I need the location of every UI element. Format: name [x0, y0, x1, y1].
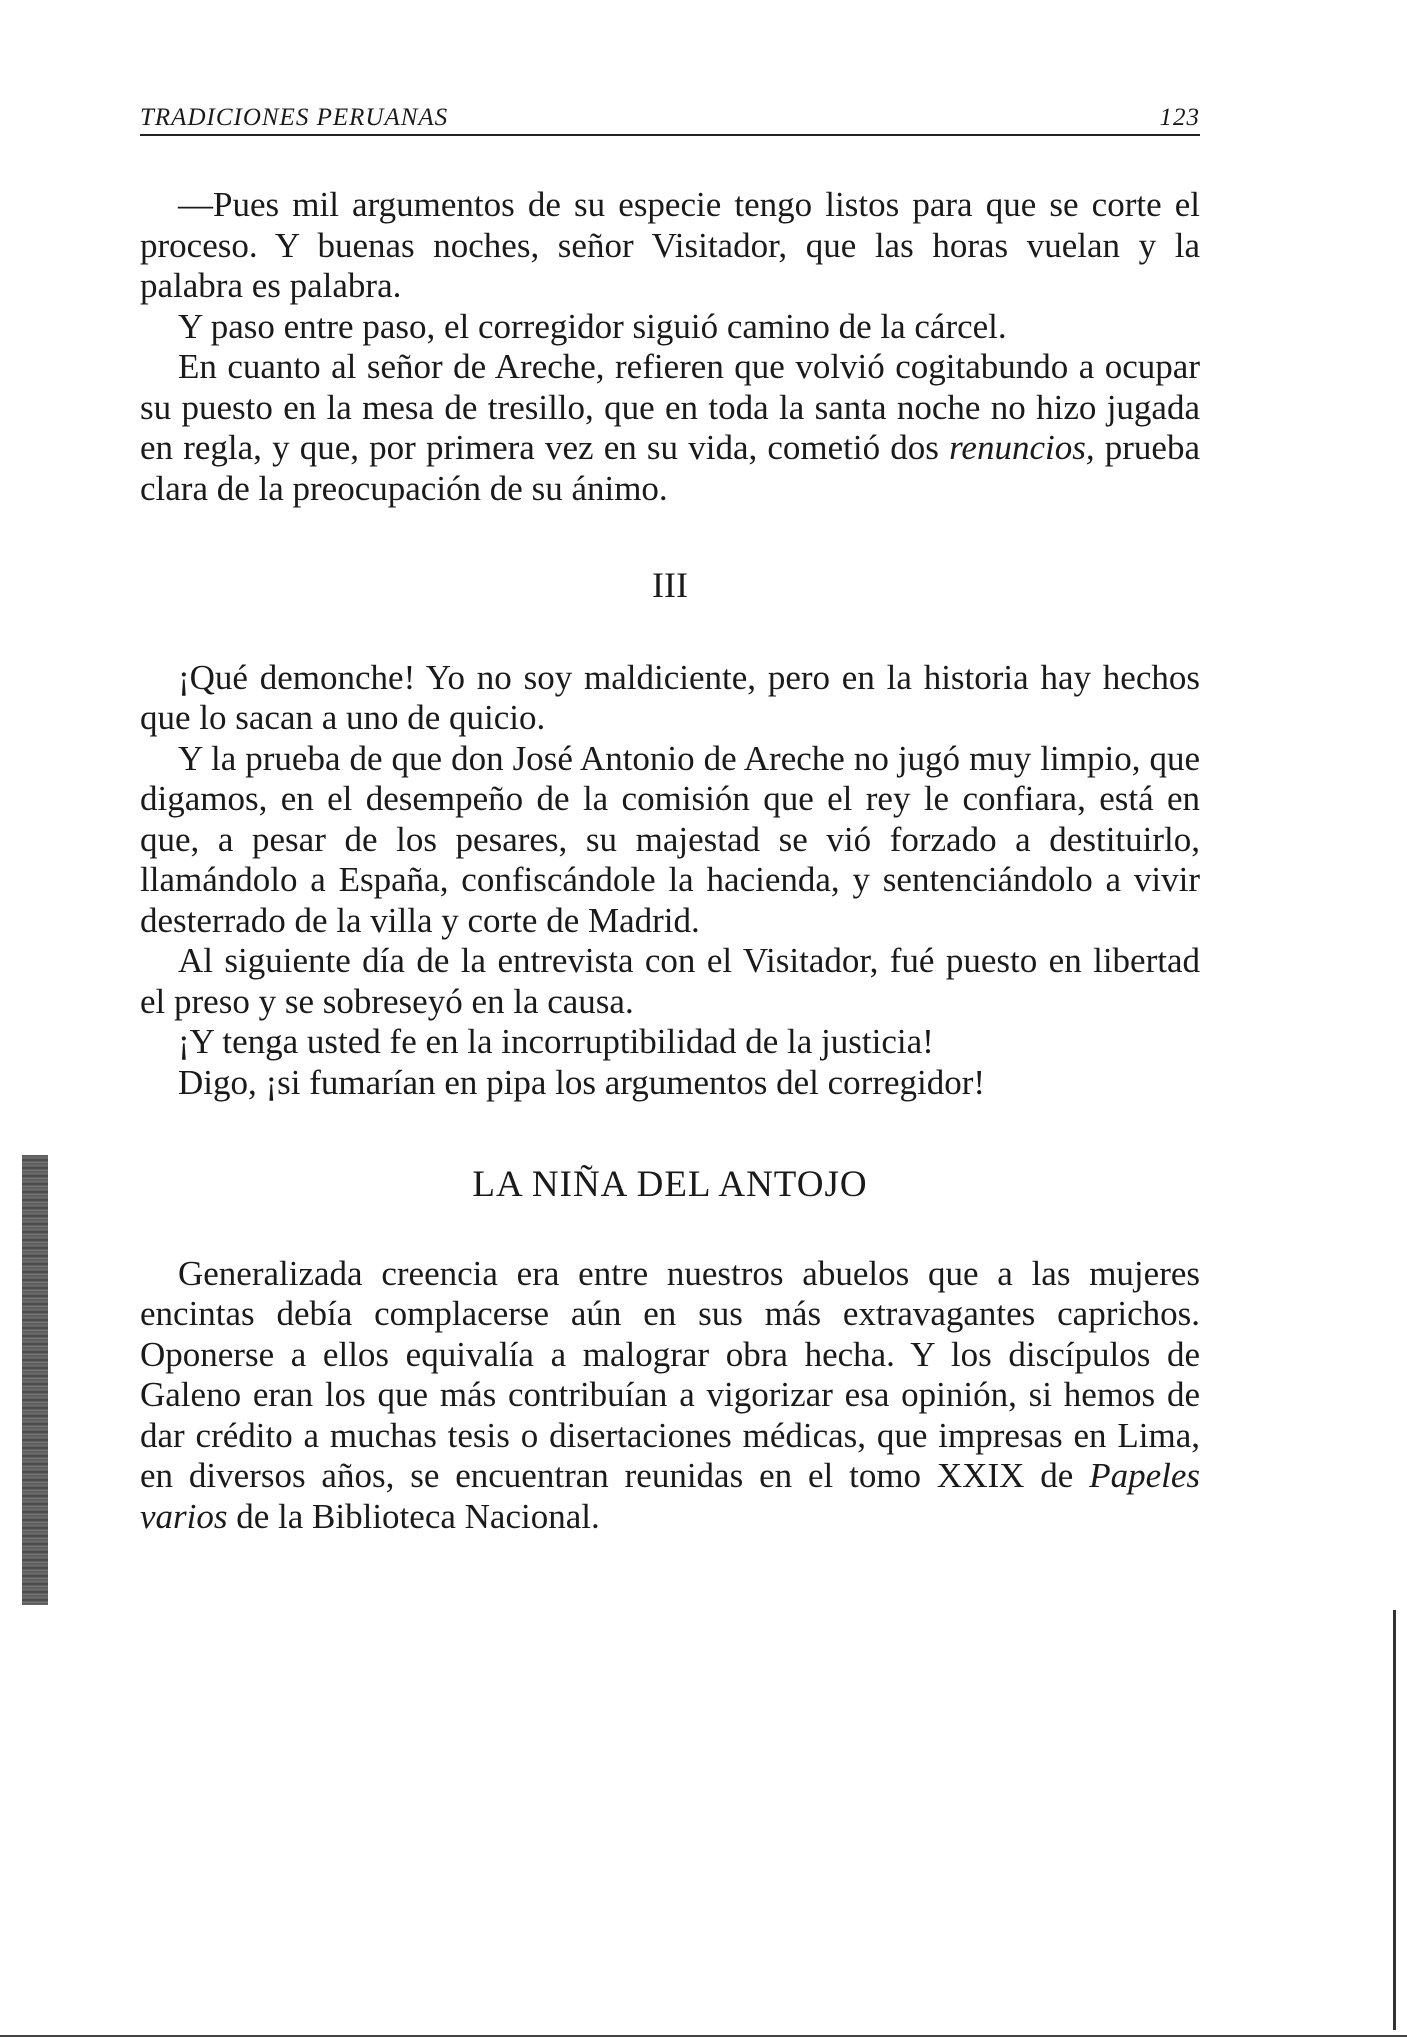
section-number: III	[652, 565, 688, 605]
story-title: LA NIÑA DEL ANTOJO	[472, 1164, 868, 1205]
page-body	[140, 185, 1200, 1537]
scan-edge-line	[1393, 1610, 1396, 2030]
paragraph: Y paso entre paso, el corregidor siguió camino de la cárcel.	[178, 306, 1007, 346]
scan-edge-line	[0, 2035, 1407, 2037]
paragraph-areche	[140, 347, 1200, 509]
text-run: Generalizada creencia era entre nuestros abuelos que a las mujeres encintas debía complacerse aún en sus más extravagantes caprichos. Oponerse a ellos equivalía a malograr obra hecha. Y los discípulos de Galeno eran los que más contribuían a vigorizar esa opinión, si hemos de dar crédito a muchas tesis o disertaciones médicas, que impresas en Lima, en diversos años, se encuentran reunidas en el tomo XXIX de	[140, 1253, 1200, 1495]
text-run: prueba clara de la preocupación de su ánimo.	[140, 428, 1200, 508]
italic-term: renuncios,	[949, 428, 1095, 467]
story-paragraph	[140, 1254, 1200, 1538]
paragraph: —Pues mil argumentos de su especie tengo listos para que se corte el proceso. Y buenas noches, señor Visitador, que las horas vuelan y la palabra es palabra.	[140, 185, 1200, 305]
paragraph: ¡Y tenga usted fe en la incorruptibilidad de la justicia!	[178, 1022, 934, 1061]
running-header	[140, 104, 1200, 136]
paragraph: Digo, ¡si fumarían en pipa los argumentos del corregidor!	[178, 1062, 986, 1102]
page-number: 123	[1159, 104, 1200, 131]
italic-title: Papeles varios	[140, 1456, 1200, 1536]
scan-margin-artifact	[22, 1155, 48, 1605]
text-run: En cuanto al señor de Areche, refieren que volvió cogitabundo a ocupar su puesto en la mesa de tresillo, que en toda la santa noche no hizo jugada en regla, y que, por primera vez en su vida, cometió dos	[140, 347, 1200, 467]
text-run: de la Biblioteca Nacional.	[227, 1496, 600, 1536]
paragraph: ¡Qué demonche! Yo no soy maldiciente, pero en la historia hay hechos que lo sacan a uno de quicio.	[140, 657, 1200, 737]
running-title: TRADICIONES PERUANAS	[140, 104, 449, 131]
paragraph: Y la prueba de que don José Antonio de Areche no jugó muy limpio, que digamos, en el desempeño de la comisión que el rey le confiara, está en que, a pesar de los pesares, su majestad se vió forzado a destituirlo, llamándolo a España, confiscándole la hacienda, y sentenciándolo a vivir desterrado de la villa y corte de Madrid.	[140, 738, 1200, 940]
paragraph: Al siguiente día de la entrevista con el Visitador, fué puesto en libertad el preso y se sobreseyó en la causa.	[140, 941, 1200, 1021]
